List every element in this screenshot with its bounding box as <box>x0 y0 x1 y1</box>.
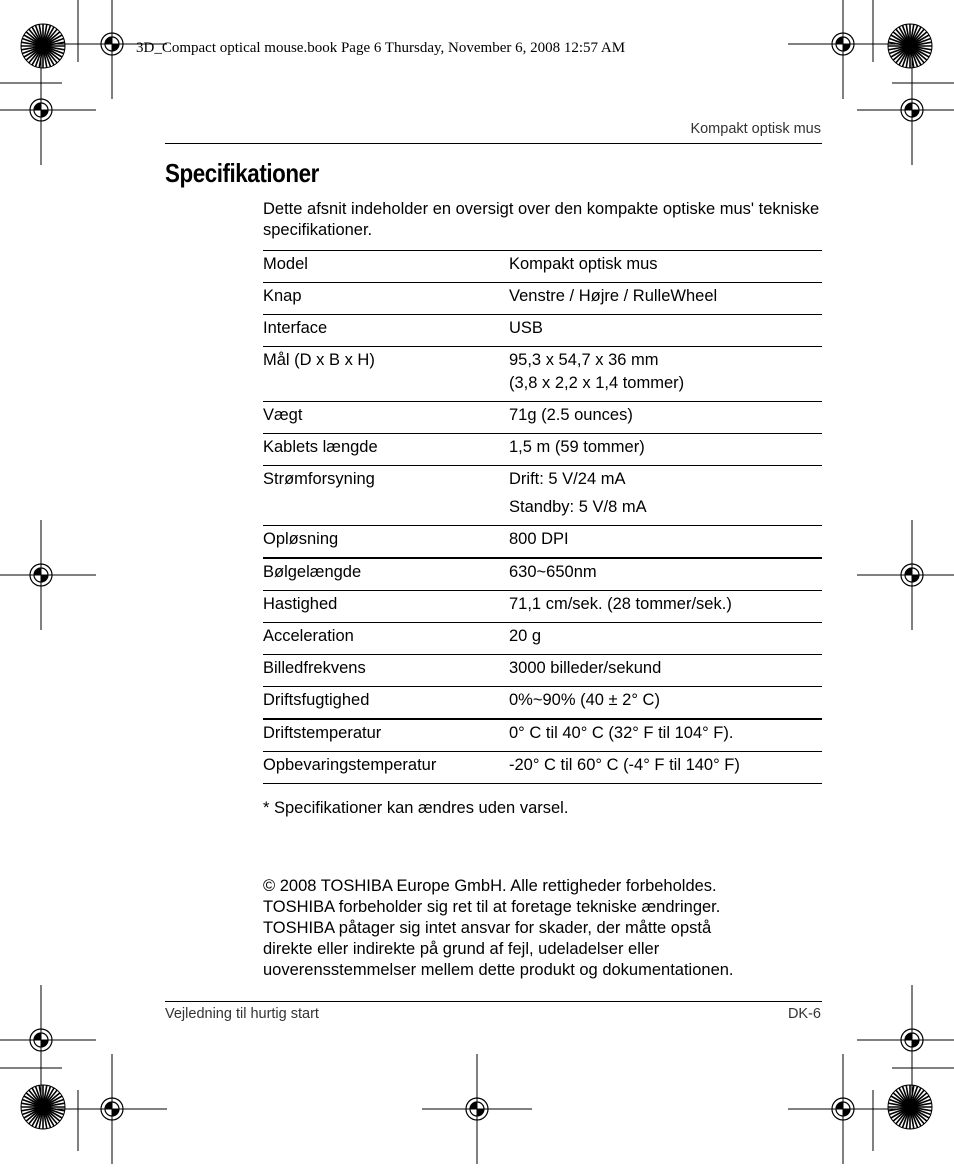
spec-row <box>263 283 822 315</box>
spec-label: Bølgelængde <box>263 563 362 581</box>
spec-label: Opløsning <box>263 530 339 548</box>
spec-value <box>509 347 822 401</box>
spec-value-line: 71,1 cm/sek. (28 tommer/sek.) <box>509 595 732 613</box>
spec-label: Vægt <box>263 406 303 424</box>
footer-guide-name: Vejledning til hurtig start <box>165 1006 319 1022</box>
spec-value-line: -20° C til 60° C (-4° F til 140° F) <box>509 756 740 774</box>
spec-label: Knap <box>263 287 302 305</box>
spec-value-line: 630~650nm <box>509 563 597 581</box>
spec-value <box>509 752 822 783</box>
spec-label: Opbevaringstemperatur <box>263 756 437 774</box>
copyright-line: uoverensstemmelser mellem dette produkt og dokumentationen. <box>263 961 734 979</box>
spec-row <box>263 752 822 784</box>
page-title: Specifikationer <box>165 158 319 188</box>
spec-value-line: USB <box>509 319 543 337</box>
spec-label: Driftsfugtighed <box>263 691 370 709</box>
spec-value <box>509 655 822 686</box>
spec-value-line: 0%~90% (40 ± 2° C) <box>509 691 660 709</box>
spec-row <box>263 559 822 591</box>
spec-row <box>263 402 822 434</box>
spec-value-line: 20 g <box>509 627 542 645</box>
spec-label: Driftstemperatur <box>263 724 382 742</box>
spec-label: Kablets længde <box>263 438 378 456</box>
spec-value-line: 1,5 m (59 tommer) <box>509 438 645 456</box>
page-number: DK-6 <box>787 1006 821 1022</box>
spec-row <box>263 720 822 752</box>
spec-value-line: Drift: 5 V/24 mA <box>509 470 626 488</box>
footer-rule <box>165 1001 822 1002</box>
spec-value <box>509 591 822 622</box>
spec-row <box>263 655 822 687</box>
spec-value-line: 3000 billeder/sekund <box>509 659 662 677</box>
copyright-line: © 2008 TOSHIBA Europe GmbH. Alle rettigheder forbeholdes. <box>263 877 717 895</box>
spec-value-line: Venstre / Højre / RulleWheel <box>509 287 718 305</box>
spec-value-line: 800 DPI <box>509 530 569 548</box>
print-slug: 3D_Compact optical mouse.book Page 6 Thursday, November 6, 2008 12:57 AM <box>136 40 626 56</box>
spec-value <box>509 559 822 590</box>
spec-label: Billedfrekvens <box>263 659 366 677</box>
copyright-notice <box>263 876 823 981</box>
spec-table <box>263 250 822 784</box>
spec-value <box>509 687 822 718</box>
spec-row <box>263 466 822 526</box>
spec-value-line: 71g (2.5 ounces) <box>509 406 633 424</box>
running-header: Kompakt optisk mus <box>690 121 821 137</box>
spec-value <box>509 315 822 346</box>
spec-value-line: Standby: 5 V/8 mA <box>509 498 647 516</box>
spec-value-line: 0° C til 40° C (32° F til 104° F). <box>509 724 734 742</box>
copyright-line: TOSHIBA forbeholder sig ret til at foretage tekniske ændringer. <box>263 898 721 916</box>
spec-row <box>263 623 822 655</box>
spec-value <box>509 434 822 465</box>
spec-value-line: (3,8 x 2,2 x 1,4 tommer) <box>509 374 685 392</box>
spec-value <box>509 402 822 433</box>
spec-label: Strømforsyning <box>263 470 375 488</box>
copyright-line: direkte eller indirekte på grund af fejl, udeladelser eller <box>263 940 660 958</box>
spec-row <box>263 434 822 466</box>
spec-label: Model <box>263 255 308 273</box>
spec-row <box>263 315 822 347</box>
spec-value-line: Kompakt optisk mus <box>509 255 658 273</box>
spec-value-line: 95,3 x 54,7 x 36 mm <box>509 351 659 369</box>
intro-paragraph: Dette afsnit indeholder en oversigt over den kompakte optiske mus' tekniske specifikationer. <box>263 200 820 239</box>
spec-value <box>509 283 822 314</box>
spec-value <box>509 466 822 525</box>
spec-value <box>509 623 822 654</box>
spec-row <box>263 687 822 720</box>
spec-label: Hastighed <box>263 595 338 613</box>
header-rule <box>165 143 822 144</box>
footnote: * Specifikationer kan ændres uden varsel. <box>263 799 569 817</box>
spec-value <box>509 720 822 751</box>
spec-label: Acceleration <box>263 627 354 645</box>
spec-row <box>263 251 822 283</box>
spec-label: Mål (D x B x H) <box>263 351 375 369</box>
spec-row <box>263 591 822 623</box>
copyright-line: TOSHIBA påtager sig intet ansvar for skader, der måtte opstå <box>263 919 712 937</box>
spec-row <box>263 526 822 559</box>
spec-value <box>509 251 822 282</box>
spec-value <box>509 526 822 557</box>
spec-label: Interface <box>263 319 328 337</box>
spec-row <box>263 347 822 402</box>
